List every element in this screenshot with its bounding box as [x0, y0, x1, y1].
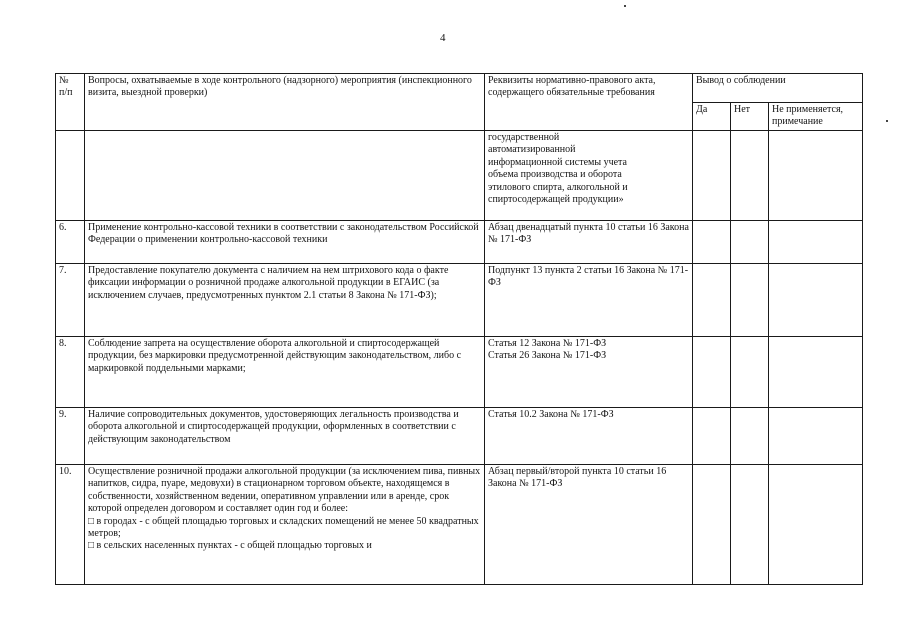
row-yes-cell[interactable] [693, 264, 731, 337]
row-number: 7. [56, 264, 85, 337]
row-number: 6. [56, 221, 85, 264]
row-note-cell[interactable] [769, 465, 863, 585]
row-number: 9. [56, 408, 85, 465]
row-note-cell[interactable] [769, 221, 863, 264]
question-paragraph: Осуществление розничной продажи алкогольной продукции (за исключением пива, пивных напитков, сидра, пуаре, медовухи) в стационарном торговом объекте, находящемся в собственности, хозяйственном ведении, оперативном управлении или в аренде, срок которой определен договором и составляет один год и более: [88, 466, 481, 515]
checklist-table [55, 73, 863, 585]
header-question: Вопросы, охватываемые в ходе контрольного (надзорного) мероприятия (инспекционного визита, выездной проверки) [85, 74, 485, 131]
page-number: 4 [440, 32, 446, 44]
row-no-cell[interactable] [731, 408, 769, 465]
row-number: 10. [56, 465, 85, 585]
header-number: № п/п [56, 74, 85, 131]
scan-speck [624, 5, 626, 7]
header-no: Нет [731, 103, 769, 131]
scan-speck [886, 120, 888, 122]
row-question: Соблюдение запрета на осуществление оборота алкогольной и спиртосодержащей продукции, без маркировки предусмотренной действующим законодательством, либо с маркировкой поддельными марками; [85, 337, 485, 408]
row-requisites: Статья 10.2 Закона № 171-ФЗ [485, 408, 693, 465]
table-row [56, 264, 863, 337]
row-question: Применение контрольно-кассовой техники в соответствии с законодательством Российской Федерации о применении контрольно-кассовой техники [85, 221, 485, 264]
row-requisites: Подпункт 13 пункта 2 статьи 16 Закона № 171-ФЗ [485, 264, 693, 337]
table-row [56, 408, 863, 465]
row-yes-cell[interactable] [693, 408, 731, 465]
row-no-cell[interactable] [731, 465, 769, 585]
row-number: 8. [56, 337, 85, 408]
row-yes-cell[interactable] [693, 337, 731, 408]
row-note-cell[interactable] [769, 408, 863, 465]
row-question [85, 465, 485, 585]
row-no-cell[interactable] [731, 264, 769, 337]
row-question: Наличие сопроводительных документов, удостоверяющих легальность производства и оборота алкогольной и спиртосодержащей продукции, оформленных в соответствии с действующим законодательством [85, 408, 485, 465]
table-row [56, 221, 863, 264]
row-question: Предоставление покупателю документа с наличием на нем штрихового кода о факте фиксации информации о розничной продаже алкогольной продукции в ЕГАИС (за исключением случаев, предусмотренных пунктом 2.1 статьи 8 Закона № 171-ФЗ); [85, 264, 485, 337]
row-requisites: Статья 12 Закона № 171-ФЗ Статья 26 Закона № 171-ФЗ [485, 337, 693, 408]
header-conclusion: Вывод о соблюдении [693, 74, 863, 103]
question-option-cities: □ в городах - с общей площадью торговых и складских помещений не менее 50 квадратных метров; [88, 515, 479, 540]
row-no-cell[interactable] [731, 131, 769, 221]
table-header-row [56, 74, 863, 103]
row-requisites: государственной автоматизированной информационной системы учета объема производства и оборота этилового спирта, алкогольной и спиртосодержащей продукции» [485, 131, 693, 221]
table-row [56, 131, 863, 221]
row-number [56, 131, 85, 221]
table-row [56, 337, 863, 408]
table-row [56, 465, 863, 585]
row-requisites: Абзац первый/второй пункта 10 статьи 16 Закона № 171-ФЗ [485, 465, 693, 585]
header-requisites: Реквизиты нормативно-правового акта, содержащего обязательные требования [485, 74, 693, 131]
row-yes-cell[interactable] [693, 131, 731, 221]
row-note-cell[interactable] [769, 337, 863, 408]
row-note-cell[interactable] [769, 264, 863, 337]
row-no-cell[interactable] [731, 221, 769, 264]
row-question [85, 131, 485, 221]
row-no-cell[interactable] [731, 337, 769, 408]
row-note-cell[interactable] [769, 131, 863, 221]
row-yes-cell[interactable] [693, 465, 731, 585]
row-requisites: Абзац двенадцатый пункта 10 статьи 16 Закона № 171-ФЗ [485, 221, 693, 264]
question-option-rural: □ в сельских населенных пунктах - с общей площадью торговых и [88, 540, 372, 552]
row-yes-cell[interactable] [693, 221, 731, 264]
header-not-applicable: Не применяется, примечание [769, 103, 863, 131]
header-yes: Да [693, 103, 731, 131]
